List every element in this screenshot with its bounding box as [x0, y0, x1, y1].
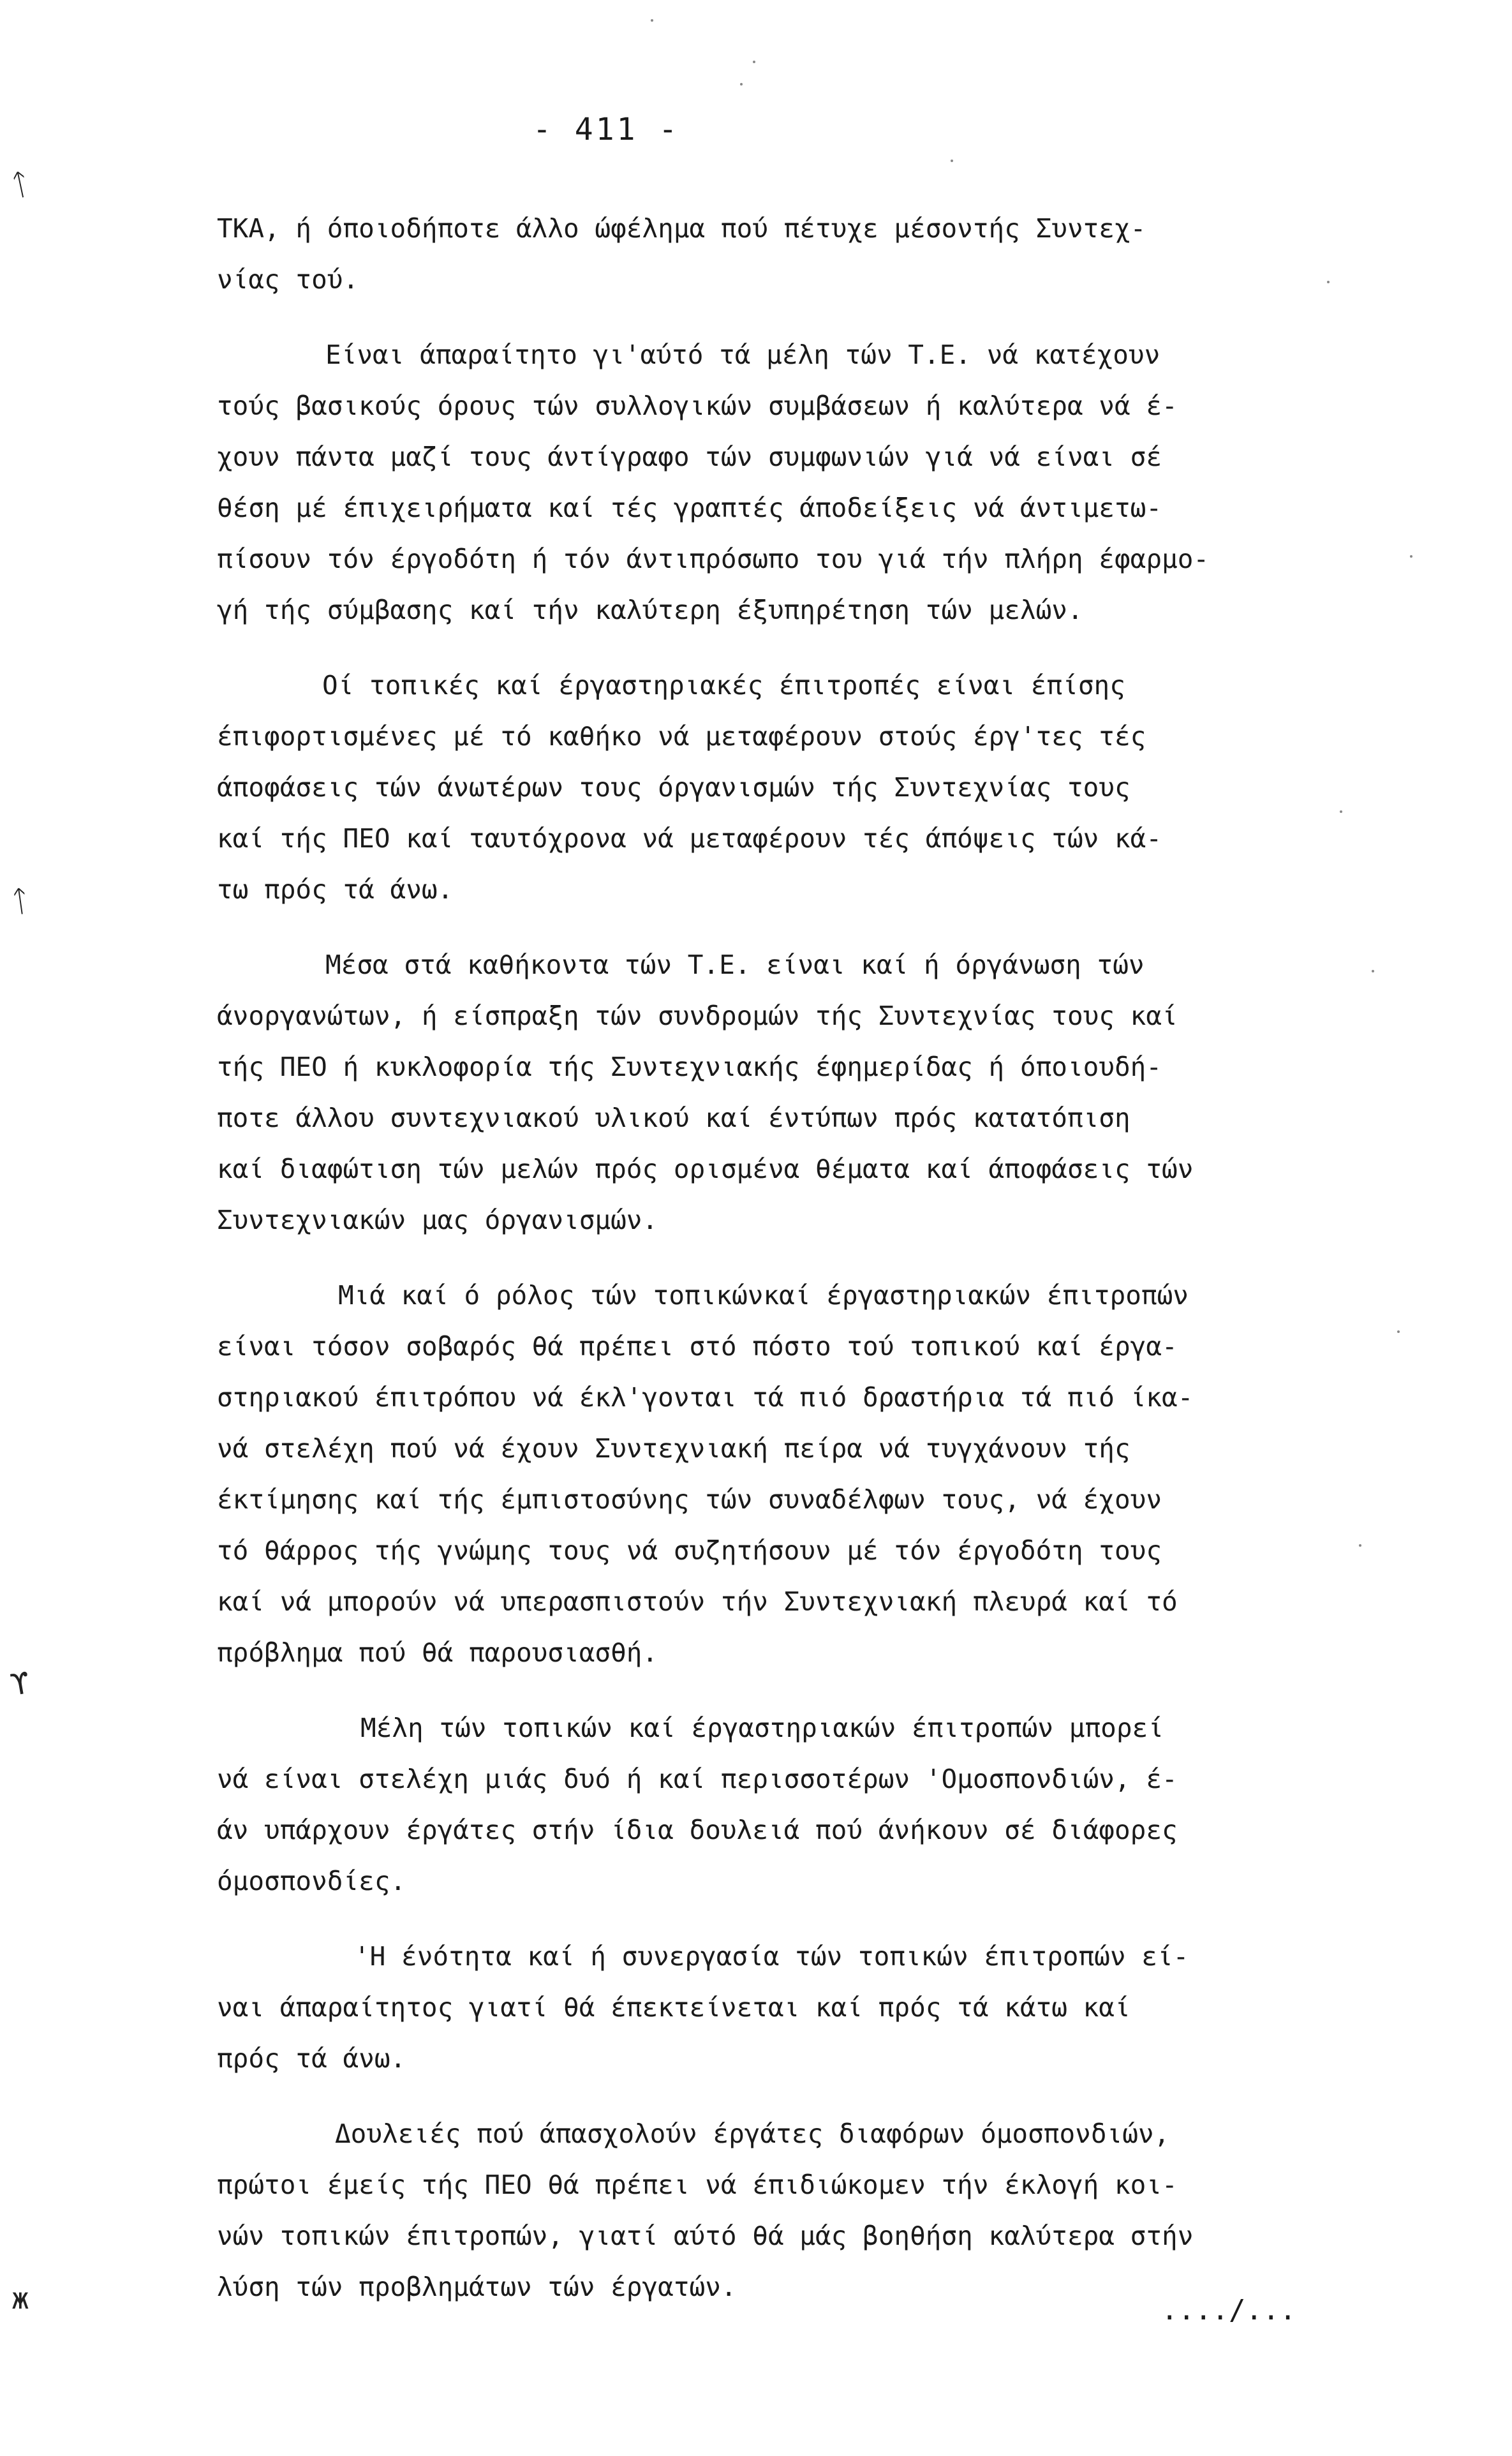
- text-line: άνοργανώτων, ή είσπραξη τών συνδρομών τής Συντεχνίας τους καί: [217, 1001, 1178, 1031]
- text-line: άν υπάρχουν έργάτες στήν ίδια δουλειά πού άνήκουν σέ διάφορες: [217, 1815, 1178, 1845]
- text-line: ναι άπαραίτητος γιατί θά έπεκτείνεται καί πρός τά κάτω καί: [217, 1992, 1130, 2023]
- text-line: καί νά μπορούν νά υπερασπιστούν τήν Συντεχνιακή πλευρά καί τό: [217, 1586, 1178, 1617]
- text-line: στηριακού έπιτρόπου νά έκλ'γονται τά πιό δραστήρια τά πιό ίκα-: [217, 1382, 1194, 1413]
- text-line: γή τής σύμβασης καί τήν καλύτερη έξυπηρέτηση τών μελών.: [217, 595, 1083, 625]
- text-line: έκτίμησης καί τής έμπιστοσύνης τών συναδέλφων τους, νά έχουν: [217, 1484, 1162, 1515]
- margin-mark: ϒ: [8, 1665, 33, 1702]
- text-line: χουν πάντα μαζί τους άντίγραφο τών συμφωνιών γιά νά είναι σέ: [217, 442, 1162, 472]
- text-line: έπιφορτισμένες μέ τό καθήκο νά μεταφέρουν στούς έργ'τες τές: [217, 721, 1146, 752]
- margin-mark: ᛏ: [9, 882, 32, 919]
- text-line: Μέλη τών τοπικών καί έργαστηριακών έπιτροπών μπορεί: [360, 1713, 1164, 1743]
- text-line: καί διαφώτιση τών μελών πρός ορισμένα θέματα καί άποφάσεις τών: [217, 1154, 1194, 1184]
- text-line: λύση τών προβλημάτων τών έργατών.: [217, 2272, 737, 2302]
- text-line: Δουλειές πού άπασχολούν έργάτες διαφόρων όμοσπονδιών,: [335, 2118, 1170, 2149]
- text-line: τό θάρρος τής γνώμης τους νά συζητήσουν μέ τόν έργοδότη τους: [217, 1535, 1162, 1566]
- text-line: τω πρός τά άνω.: [217, 874, 454, 905]
- text-line: είναι τόσον σοβαρός θά πρέπει στό πόστο τού τοπικού καί έργα-: [217, 1331, 1178, 1362]
- text-line: πρόβλημα πού θά παρουσιασθή.: [217, 1637, 658, 1668]
- text-line: ΤΚΑ, ή όποιοδήποτε άλλο ώφέλημα πού πέτυχε μέσοντής Συντεχ-: [217, 213, 1146, 244]
- text-line: νίας τού.: [217, 264, 359, 295]
- text-line: Μέσα στά καθήκοντα τών Τ.Ε. είναι καί ή όργάνωση τών: [325, 949, 1145, 980]
- text-line: Μιά καί ό ρόλος τών τοπικώνκαί έργαστηριακών έπιτροπών: [338, 1280, 1189, 1311]
- text-line: νών τοπικών έπιτροπών, γιατί αύτό θά μάς βοηθήση καλύτερα στήν: [217, 2221, 1194, 2251]
- text-line: πρός τά άνω.: [217, 2043, 406, 2074]
- continuation-mark: ..../...: [1161, 2294, 1296, 2326]
- text-line: Συντεχνιακών μας όργανισμών.: [217, 1205, 658, 1235]
- text-line: θέση μέ έπιχειρήματα καί τές γραπτές άποδείξεις νά άντιμετω-: [217, 493, 1162, 523]
- text-line: ποτε άλλου συντεχνιακού υλικού καί έντύπων πρός κατατόπιση: [217, 1103, 1130, 1133]
- text-line: τής ΠΕΟ ή κυκλοφορία τής Συντεχνιακής έφημερίδας ή όποιουδή-: [217, 1052, 1162, 1082]
- text-line: Είναι άπαραίτητο γι'αύτό τά μέλη τών Τ.Ε. νά κατέχουν: [325, 339, 1160, 370]
- text-line: άποφάσεις τών άνωτέρων τους όργανισμών τής Συντεχνίας τους: [217, 772, 1130, 803]
- text-line: νά στελέχη πού νά έχουν Συντεχνιακή πείρα νά τυγχάνουν τής: [217, 1433, 1130, 1464]
- text-line: 'Η ένότητα καί ή συνεργασία τών τοπικών έπιτροπών εί-: [354, 1941, 1189, 1972]
- margin-mark: ж: [11, 2281, 29, 2316]
- text-line: νά είναι στελέχη μιάς δυό ή καί περισσοτέρων 'Ομοσπονδιών, έ-: [217, 1764, 1178, 1794]
- text-line: όμοσπονδίες.: [217, 1866, 406, 1896]
- text-line: τούς βασικούς όρους τών συλλογικών συμβάσεων ή καλύτερα νά έ-: [217, 391, 1178, 421]
- margin-mark: ᛏ: [8, 165, 33, 204]
- text-line: πρώτοι έμείς τής ΠΕΟ θά πρέπει νά έπιδιώκομεν τήν έκλογή κοι-: [217, 2169, 1178, 2200]
- text-line: Οί τοπικές καί έργαστηριακές έπιτροπές είναι έπίσης: [322, 670, 1125, 701]
- text-line: πίσουν τόν έργοδότη ή τόν άντιπρόσωπο του γιά τήν πλήρη έφαρμο-: [217, 544, 1210, 574]
- text-line: καί τής ΠΕΟ καί ταυτόχρονα νά μεταφέρουν τές άπόψεις τών κά-: [217, 823, 1162, 854]
- document-body: [217, 203, 1365, 2312]
- page-number: - 411 -: [533, 112, 680, 147]
